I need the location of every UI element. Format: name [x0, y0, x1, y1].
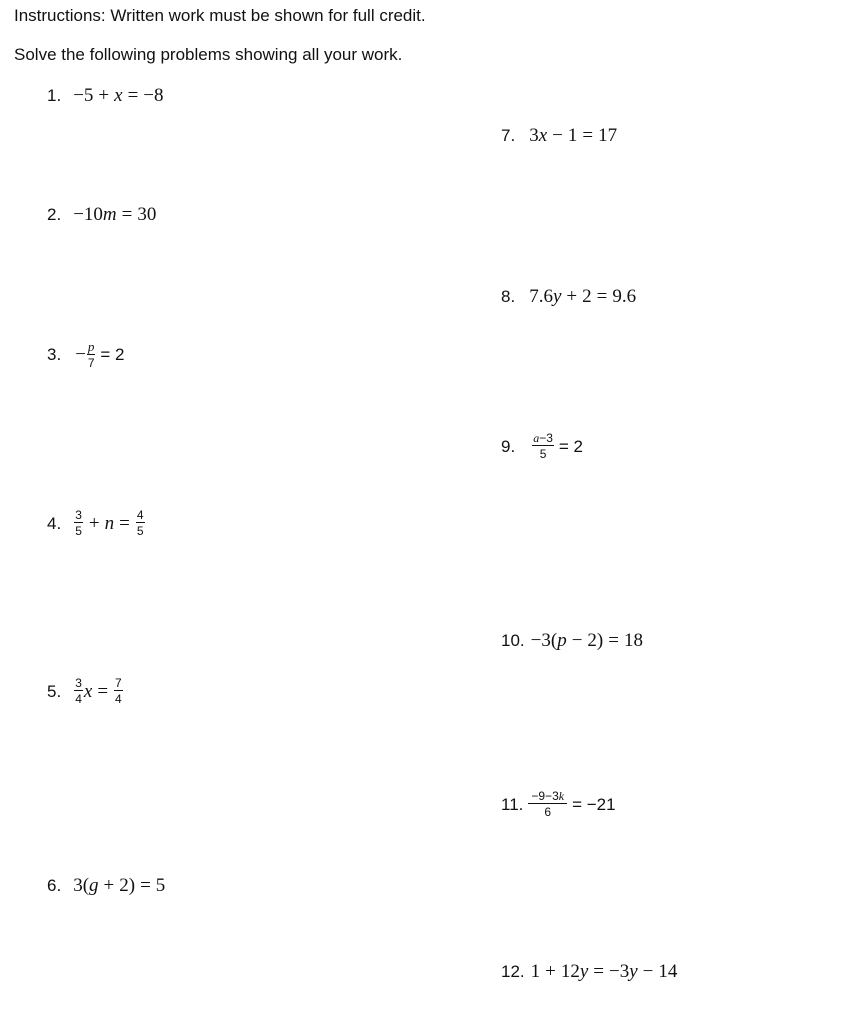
fraction: $\frac{4}{5}$ — [136, 508, 144, 538]
problem-expression: $\frac{3}{4}$ x = $\frac{7}{4}$ — [75, 676, 122, 706]
problem-4 — [47, 509, 146, 537]
problem-expression: −10 m = 30 — [73, 204, 157, 225]
problem-expression: $\frac{3}{5}$ + n = $\frac{4}{5}$ — [75, 508, 144, 538]
fraction: $\frac{7}{4}$ — [115, 676, 122, 706]
fraction: $\frac{3}{4}$ — [75, 676, 82, 706]
problem-expression: $\frac{a-3}{5}$ = 2 — [533, 431, 583, 461]
instructions-text: Instructions: Written work must be shown for full credit. — [14, 6, 426, 25]
problem-number: 5. — [47, 681, 62, 701]
problem-expression: $\frac{-9-3k}{6}$ = −21 — [527, 790, 615, 818]
problem-number: 6. — [47, 876, 62, 895]
problem-expression: 7.6 y + 2 = 9.6 — [529, 286, 637, 307]
problem-expression: 1 + 12 y = −3 y − 14 — [530, 961, 678, 982]
problem-number: 1. — [47, 86, 62, 105]
problem-number: 8. — [501, 287, 516, 306]
problem-number: 2. — [47, 205, 62, 224]
problem-3 — [47, 340, 125, 369]
problem-9 — [501, 432, 583, 460]
problem-2 — [47, 205, 156, 224]
problem-number: 9. — [501, 436, 516, 456]
fraction: $\frac{a-3}{5}$ — [533, 431, 553, 461]
problem-11 — [501, 790, 616, 818]
problem-5 — [47, 677, 124, 705]
problem-expression: 3 x − 1 = 17 — [529, 125, 618, 146]
problem-number: 11. — [501, 794, 524, 814]
problem-6 — [47, 876, 165, 895]
directions-text: Solve the following problems showing all your work. — [14, 45, 403, 64]
problem-number: 3. — [47, 345, 62, 364]
fraction: $\frac{3}{5}$ — [75, 508, 82, 538]
problem-1 — [47, 86, 164, 105]
problem-10 — [501, 631, 643, 650]
problem-number: 7. — [501, 126, 516, 145]
problem-12 — [501, 962, 677, 981]
problem-expression: − $\frac{p}{7}$ = 2 — [75, 339, 125, 370]
problem-number: 10. — [501, 631, 525, 650]
problem-number: 12. — [501, 962, 525, 981]
problem-expression: −3( p − 2) = 18 — [530, 630, 643, 651]
problem-7 — [501, 126, 617, 145]
problem-expression: −5 + x = −8 — [73, 85, 164, 106]
fraction: $\frac{-9-3k}{6}$ — [528, 790, 567, 818]
problem-8 — [501, 287, 636, 306]
problem-number: 4. — [47, 513, 62, 533]
problem-expression: 3( g + 2) = 5 — [73, 875, 166, 896]
fraction: $\frac{p}{7}$ — [87, 339, 95, 370]
